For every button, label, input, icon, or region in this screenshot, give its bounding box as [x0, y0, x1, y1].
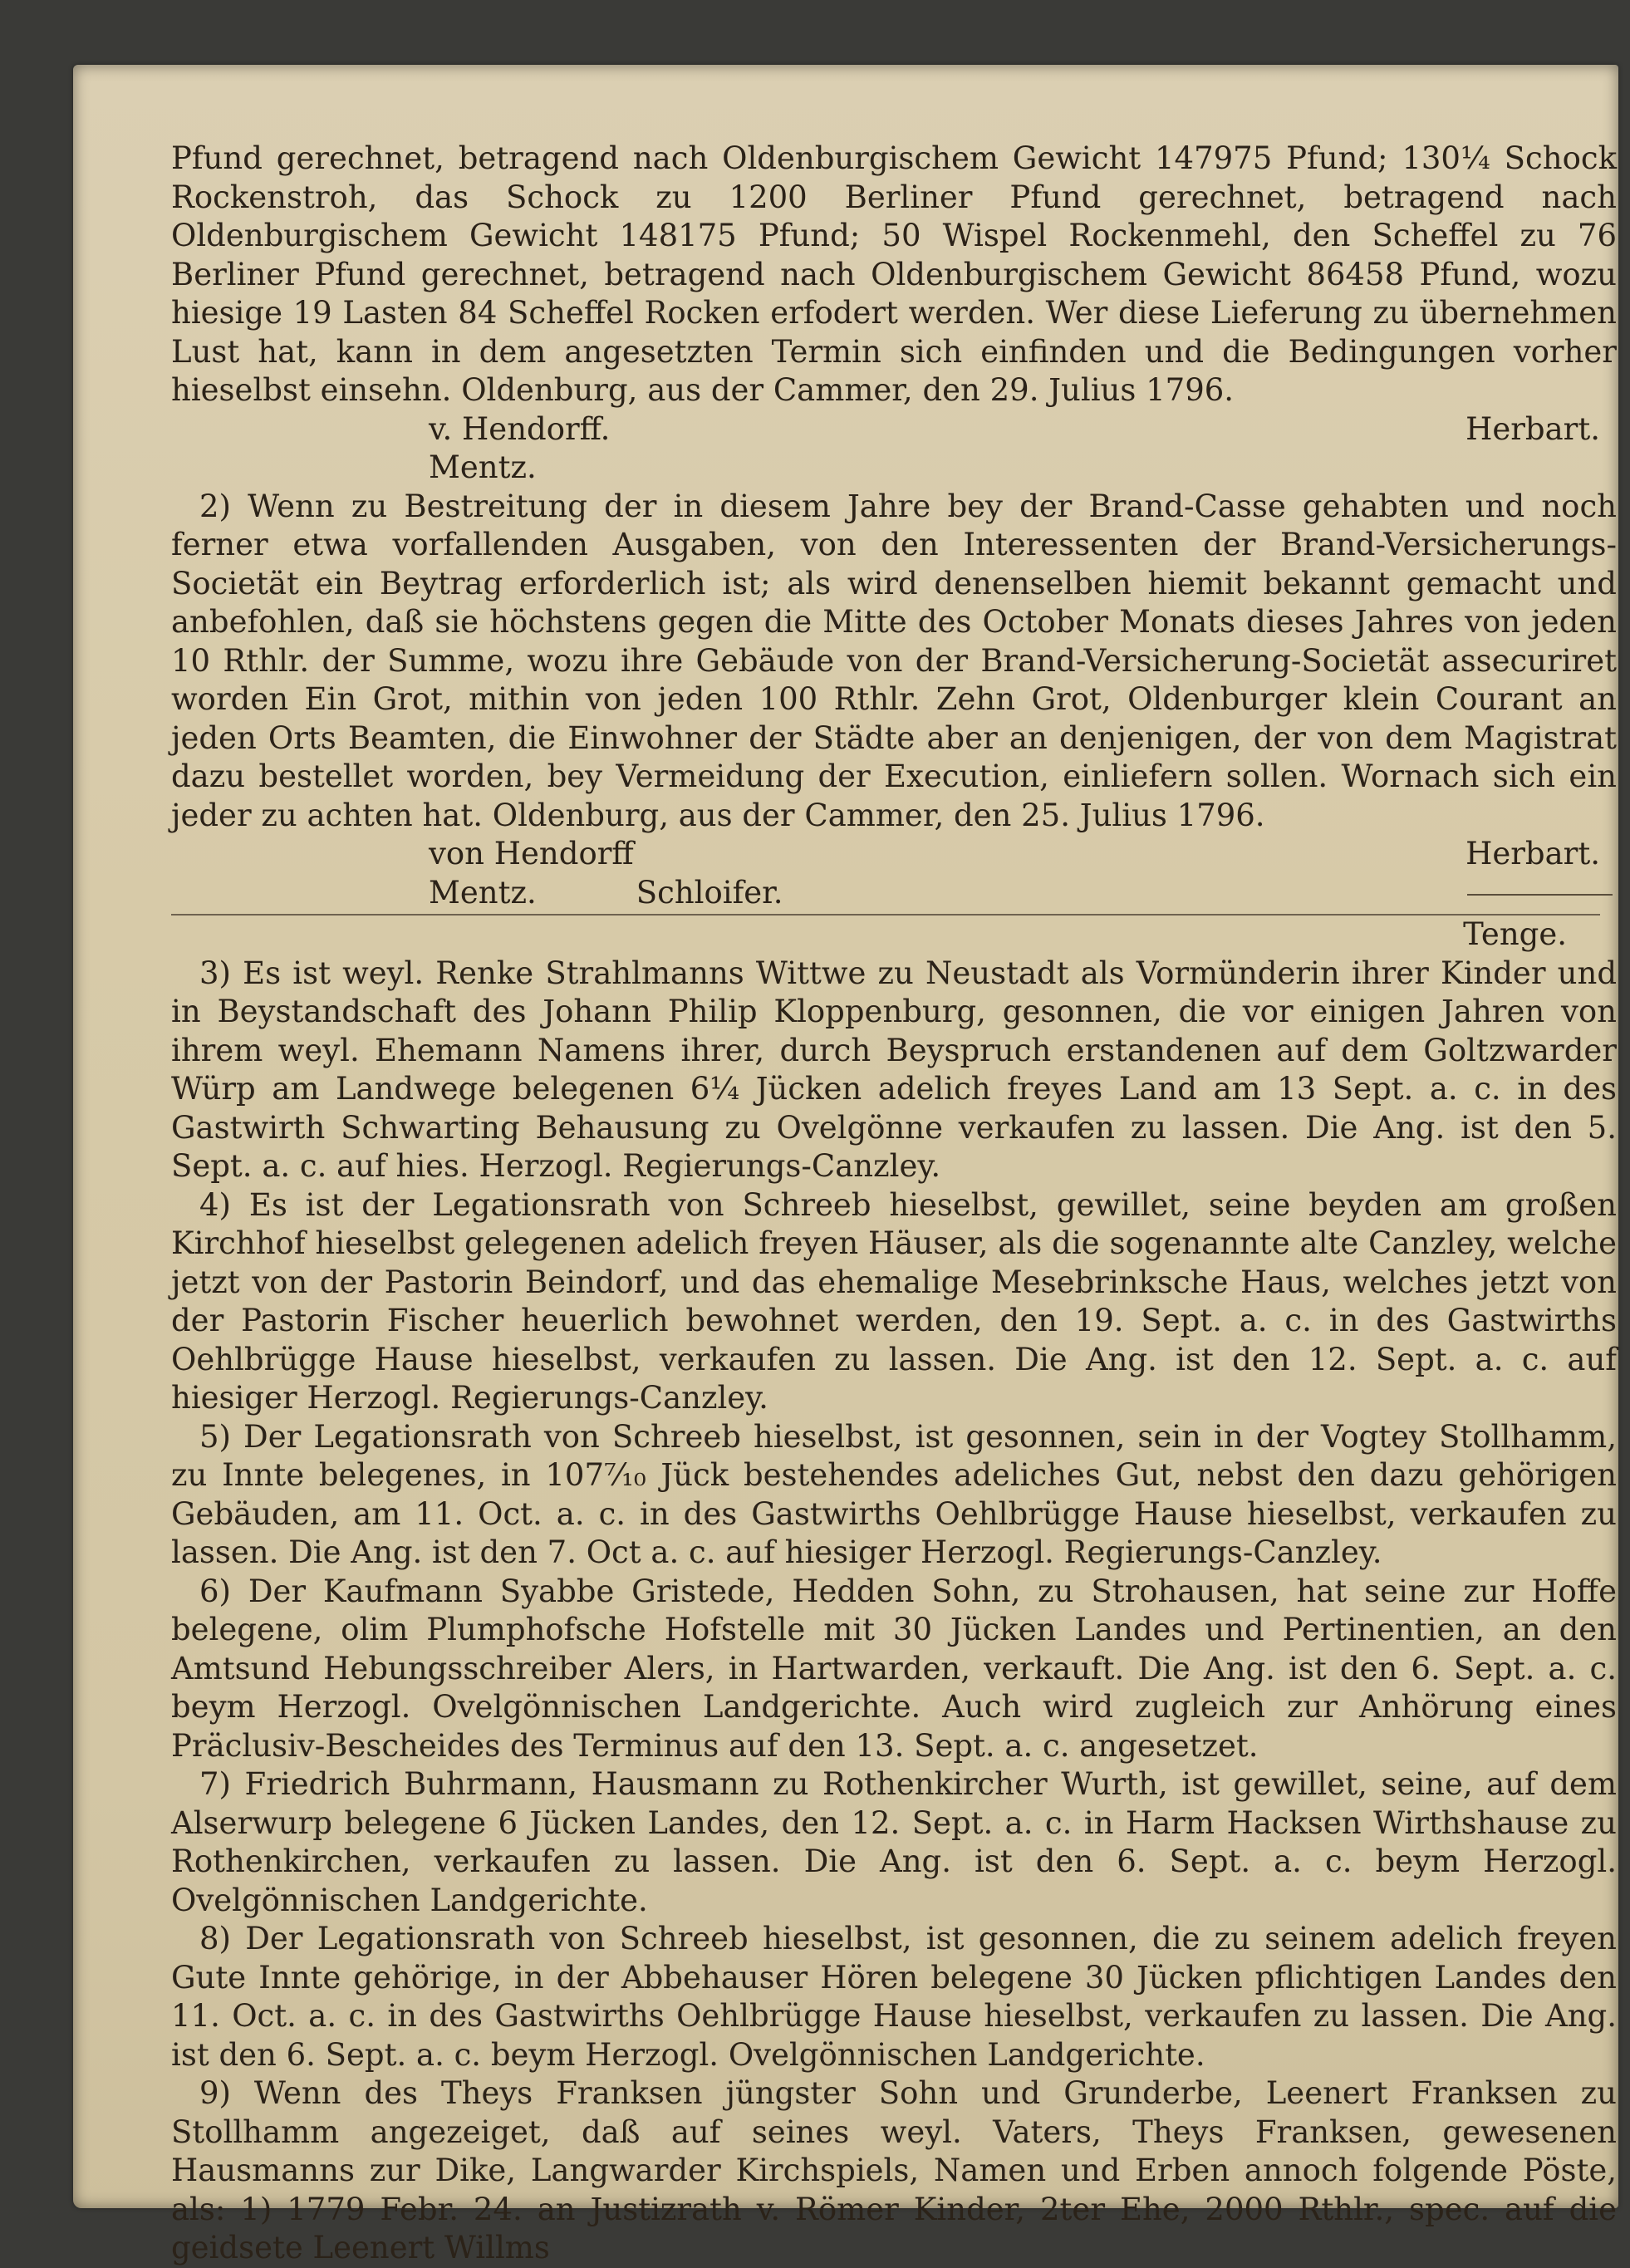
notice-1-signature-second: [171, 449, 1617, 488]
signature-herbart-2: Herbart.: [1466, 836, 1600, 871]
notice-9: 9) Wenn des Theys Franksen jüngster Sohn und Grunderbe, Leenert Franksen zu Stollhamm angezeiget, daß auf seines weyl. Vaters, Theys Franksen, gewesenen Hausmanns zur Dike, Langwarder Kirchspiels, Namen und Erben annoch folgende Pöste, als: 1) 1779 Febr. 24. an Justizrath v. Römer Kinder, 2ter Ehe, 2000 Rthlr., spec. auf die geidsete Leenert Willms: [171, 2075, 1617, 2266]
signature-rule: [1467, 894, 1613, 896]
notice-7: 7) Friedrich Buhrmann, Hausmann zu Rothenkircher Wurth, ist gewillet, seine, auf dem Alserwurp belegene 6 Jücken Landes, den 12. Sept. a. c. in Harm Hacksen Wirthshause zu Rothenkirchen, verkaufen zu lassen. Die Ang. ist den 6. Sept. a. c. beym Herzogl. Ovelgönnischen Landgerichte.: [171, 1766, 1617, 1918]
signature-mentz: Mentz.: [429, 449, 537, 485]
signature-hendorff: v. Hendorff.: [429, 410, 611, 447]
notice-5: 5) Der Legationsrath von Schreeb hieselbst, ist gesonnen, sein in der Vogtey Stollhamm, zu Innte belegenes, in 107⁷⁄₁₀ Jück bestehendes adeliches Gut, nebst den dazu gehörigen Gebäuden, am 11. Oct. a. c. in des Gastwirths Oehlbrügge Hause hieselbst, verkaufen zu lassen. Die Ang. ist den 7. Oct a. c. auf hiesiger Herzogl. Regierungs-Canzley.: [171, 1418, 1617, 1570]
signature-schloifer: Schloifer.: [636, 874, 783, 911]
notice-2-signatures: [171, 835, 1617, 874]
signature-mentz-2: Mentz.: [429, 874, 537, 911]
notice-2-text: 2) Wenn zu Bestreitung der in diesem Jahre bey der Brand-Casse gehabten und noch ferner etwa vorfallenden Ausgaben, von den Interessenten der Brand-Versicherungs-Societät ein Beytrag erforderlich ist; als wird denenselben hiemit bekannt gemacht und anbefohlen, daß sie höchstens gegen die Mitte des October Monats dieses Jahres von jeden 10 Rthlr. der Summe, wozu ihre Gebäude von der Brand-Versicherung-Societät assecuriret worden Ein Grot, mithin von jeden 100 Rthlr. Zehn Grot, Oldenburger klein Courant an jeden Orts Beamten, die Einwohner der Städte aber an denjenigen, der von dem Magistrat dazu bestellet worden, bey Vermeidung der Execution, einliefern sollen. Wornach sich ein jeder zu achten hat. Oldenburg, aus der Cammer, den 25. Julius 1796.: [171, 488, 1617, 833]
signature-tenge: Tenge.: [1463, 916, 1567, 952]
notice-1-signatures: [171, 410, 1617, 449]
notice-1-text: Pfund gerechnet, betragend nach Oldenburgischem Gewicht 147975 Pfund; 130¼ Schock Rockenstroh, das Schock zu 1200 Berliner Pfund gerechnet, betragend nach Oldenburgischem Gewicht 148175 Pfund; 50 Wispel Rockenmehl, den Scheffel zu 76 Berliner Pfund gerechnet, betragend nach Oldenburgischem Gewicht 86458 Pfund, wozu hiesige 19 Lasten 84 Scheffel Rocken erfodert werden. Wer diese Lieferung zu übernehmen Lust hat, kann in dem angesetzten Termin sich einfinden und die Bedingungen vorher hieselbst einsehn. Oldenburg, aus der Cammer, den 29. Julius 1796.: [171, 140, 1617, 408]
signature-hendorff-2: von Hendorff: [429, 836, 634, 871]
signature-herbart: Herbart.: [1466, 410, 1600, 447]
notice-6: 6) Der Kaufmann Syabbe Gristede, Hedden Sohn, zu Strohausen, hat seine zur Hoffe belegene, olim Plumphofsche Hofstelle mit 30 Jücken Landes und Pertinentien, an den Amtsund Hebungsschreiber Alers, in Hartwarden, verkauft. Die Ang. ist den 6. Sept. a. c. beym Herzogl. Ovelgönnischen Landgerichte. Auch wird zugleich zur Anhörung eines Präclusiv-Bescheides des Terminus auf den 13. Sept. a. c. angesetzet.: [171, 1573, 1617, 1764]
notice-2-signatures-second: [171, 874, 1617, 913]
notice-3: 3) Es ist weyl. Renke Strahlmanns Wittwe zu Neustadt als Vormünderin ihrer Kinder und in Beystandschaft des Johann Philip Kloppenburg, gesonnen, die vor einigen Jahren von ihrem weyl. Ehemann Namens ihrer, durch Beyspruch erstandenen auf dem Goltzwarder Würp am Landwege belegenen 6¼ Jücken adelich freyes Land am 13 Sept. a. c. in des Gastwirth Schwarting Behausung zu Ovelgönne verkaufen zu lassen. Die Ang. ist den 5. Sept. a. c. auf hies. Herzogl. Regierungs-Canzley.: [171, 955, 1617, 1184]
notice-4: 4) Es ist der Legationsrath von Schreeb hieselbst, gewillet, seine beyden am großen Kirchhof hieselbst gelegenen adelich freyen Häuser, als die sogenannte alte Canzley, welche jetzt von der Pastorin Beindorf, und das ehemalige Mesebrinksche Haus, welches jetzt von der Pastorin Fischer heuerlich bewohnet werden, den 19. Sept. a. c. in des Gastwirths Oehlbrügge Hause hieselbst, verkaufen zu lassen. Die Ang. ist den 12. Sept. a. c. auf hiesiger Herzogl. Regierungs-Canzley.: [171, 1186, 1617, 1416]
page-text: [171, 140, 1617, 2268]
notice-8: 8) Der Legationsrath von Schreeb hieselbst, ist gesonnen, die zu seinem adelich freyen Gute Innte gehörige, in der Abbehauser Hören belegene 30 Jücken pflichtigen Landes den 11. Oct. a. c. in des Gastwirths Oehlbrügge Hause hieselbst, verkaufen zu lassen. Die Ang. ist den 6. Sept. a. c. beym Herzogl. Ovelgönnischen Landgerichte.: [171, 1921, 1617, 2073]
newspaper-page: [73, 65, 1618, 2266]
